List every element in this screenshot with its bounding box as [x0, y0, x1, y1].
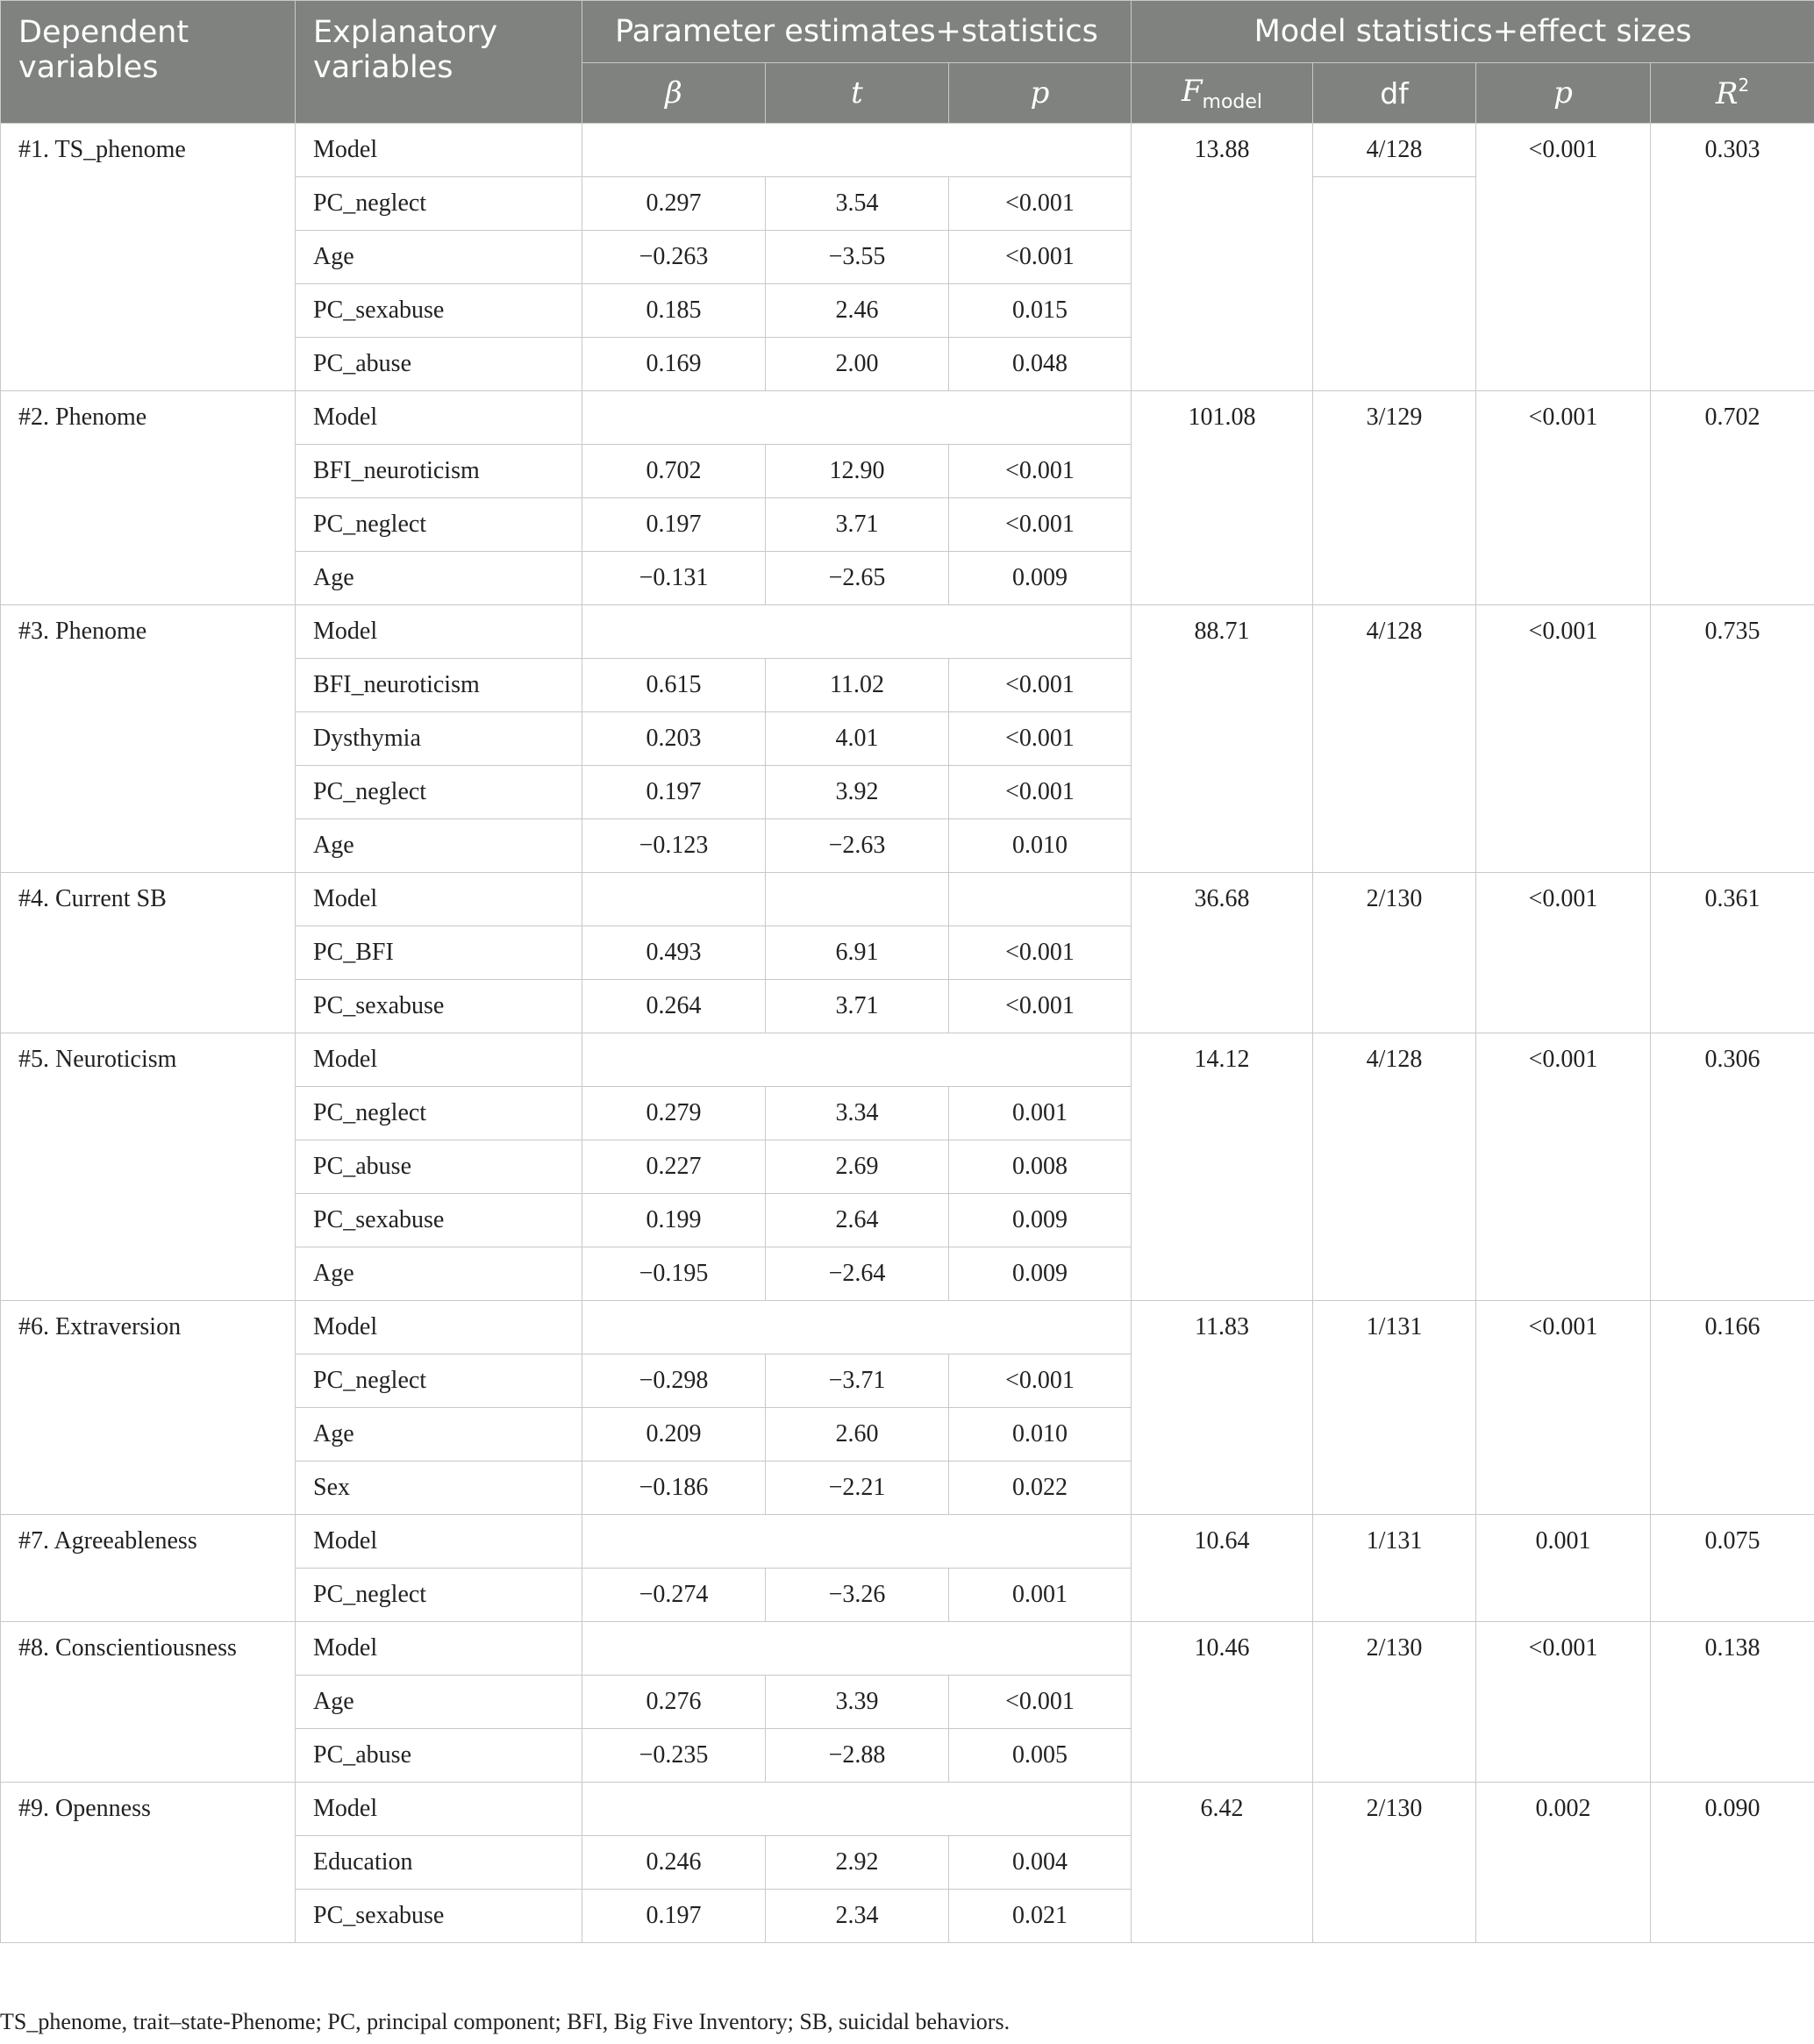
model-p-cell: <0.001 — [1476, 1301, 1651, 1515]
p-cell: 0.021 — [949, 1890, 1132, 1943]
explanatory-variable: Model — [296, 391, 582, 445]
df-cell: 2/130 — [1313, 1783, 1476, 1943]
explanatory-variable: PC_abuse — [296, 338, 582, 391]
r-squared-cell: 0.306 — [1651, 1033, 1814, 1301]
table-row — [1, 1033, 1814, 1087]
explanatory-variable: Model — [296, 1622, 582, 1676]
beta-cell: 0.702 — [582, 445, 766, 498]
t-cell: −2.65 — [766, 552, 949, 605]
table-row — [1, 124, 1814, 177]
p-cell: <0.001 — [949, 445, 1132, 498]
table-row — [1, 1783, 1814, 1836]
explanatory-variable: PC_sexabuse — [296, 1194, 582, 1247]
explanatory-variable: Model — [296, 1301, 582, 1354]
r-squared-cell: 0.166 — [1651, 1301, 1814, 1515]
p-cell: 0.004 — [949, 1836, 1132, 1890]
p-cell: 0.015 — [949, 284, 1132, 338]
f-model-cell: 88.71 — [1132, 605, 1313, 873]
f-model-cell: 11.83 — [1132, 1301, 1313, 1515]
p-cell: 0.008 — [949, 1140, 1132, 1194]
dependent-variable: #2. Phenome — [1, 391, 296, 605]
r-squared-cell: 0.075 — [1651, 1515, 1814, 1622]
t-cell: 2.46 — [766, 284, 949, 338]
model-params-empty — [582, 1783, 1132, 1836]
p-cell: <0.001 — [949, 980, 1132, 1033]
p-cell: <0.001 — [949, 712, 1132, 766]
t-cell: 3.71 — [766, 980, 949, 1033]
beta-cell: −0.131 — [582, 552, 766, 605]
t-cell: −2.64 — [766, 1247, 949, 1301]
explanatory-variable: PC_neglect — [296, 1354, 582, 1408]
t-cell: 3.39 — [766, 1676, 949, 1729]
p-cell: <0.001 — [949, 659, 1132, 712]
p-cell: 0.009 — [949, 1194, 1132, 1247]
beta-cell: 0.199 — [582, 1194, 766, 1247]
p-cell: 0.001 — [949, 1569, 1132, 1622]
p-cell: <0.001 — [949, 1354, 1132, 1408]
t-cell: −3.26 — [766, 1569, 949, 1622]
beta-cell — [582, 873, 766, 926]
p-cell: 0.010 — [949, 1408, 1132, 1462]
dependent-variable: #1. TS_phenome — [1, 124, 296, 391]
model-p-cell: 0.002 — [1476, 1783, 1651, 1943]
explanatory-variable: Age — [296, 1247, 582, 1301]
table-row — [1, 1622, 1814, 1676]
explanatory-variable: PC_sexabuse — [296, 1890, 582, 1943]
df-cell: 1/131 — [1313, 1301, 1476, 1515]
explanatory-variable: PC_neglect — [296, 177, 582, 231]
header-explanatory-variables: Explanatory variables — [296, 1, 582, 124]
beta-cell: 0.615 — [582, 659, 766, 712]
model-p-cell: <0.001 — [1476, 605, 1651, 873]
p-cell: <0.001 — [949, 766, 1132, 819]
beta-cell: 0.209 — [582, 1408, 766, 1462]
f-model-cell: 13.88 — [1132, 124, 1313, 391]
t-cell — [766, 873, 949, 926]
explanatory-variable: Age — [296, 1676, 582, 1729]
dependent-variable: #9. Openness — [1, 1783, 296, 1943]
table-header — [1, 1, 1814, 124]
r-squared-cell: 0.090 — [1651, 1783, 1814, 1943]
explanatory-variable: Age — [296, 231, 582, 284]
p-cell: 0.022 — [949, 1462, 1132, 1515]
beta-cell: −0.123 — [582, 819, 766, 873]
r-squared-cell: 0.303 — [1651, 124, 1814, 391]
explanatory-variable: Model — [296, 1783, 582, 1836]
df-cell: 4/128 — [1313, 124, 1476, 177]
t-cell: 11.02 — [766, 659, 949, 712]
beta-cell: 0.493 — [582, 926, 766, 980]
p-cell: 0.005 — [949, 1729, 1132, 1783]
table-row — [1, 1515, 1814, 1569]
table-row — [1, 605, 1814, 659]
model-p-cell: <0.001 — [1476, 1033, 1651, 1301]
df-cell: 3/129 — [1313, 391, 1476, 605]
t-cell: 2.34 — [766, 1890, 949, 1943]
explanatory-variable: PC_neglect — [296, 498, 582, 552]
explanatory-variable: PC_sexabuse — [296, 980, 582, 1033]
explanatory-variable: Age — [296, 1408, 582, 1462]
model-p-cell: <0.001 — [1476, 391, 1651, 605]
beta-cell: −0.235 — [582, 1729, 766, 1783]
r-squared-cell: 0.735 — [1651, 605, 1814, 873]
beta-cell: −0.195 — [582, 1247, 766, 1301]
dependent-variable: #5. Neuroticism — [1, 1033, 296, 1301]
beta-cell: 0.246 — [582, 1836, 766, 1890]
beta-cell: 0.197 — [582, 766, 766, 819]
beta-cell: 0.197 — [582, 498, 766, 552]
t-cell: 2.64 — [766, 1194, 949, 1247]
df-cell: 4/128 — [1313, 1033, 1476, 1301]
explanatory-variable: PC_sexabuse — [296, 284, 582, 338]
t-cell: −2.63 — [766, 819, 949, 873]
header-r-squared: $R^2$ — [1651, 63, 1814, 124]
f-model-cell: 36.68 — [1132, 873, 1313, 1033]
t-cell: 3.34 — [766, 1087, 949, 1140]
t-cell: 3.71 — [766, 498, 949, 552]
dependent-variable: #4. Current SB — [1, 873, 296, 1033]
model-p-cell: <0.001 — [1476, 124, 1651, 391]
t-cell: 4.01 — [766, 712, 949, 766]
model-p-cell: <0.001 — [1476, 873, 1651, 1033]
beta-cell: 0.264 — [582, 980, 766, 1033]
p-cell: 0.009 — [949, 552, 1132, 605]
explanatory-variable: Age — [296, 552, 582, 605]
table-body — [1, 124, 1814, 1943]
f-model-cell: 6.42 — [1132, 1783, 1313, 1943]
df-cell: 4/128 — [1313, 605, 1476, 873]
dependent-variable: #7. Agreeableness — [1, 1515, 296, 1622]
header-f-model: $F_{model}$ — [1132, 63, 1313, 124]
r-squared-cell: 0.361 — [1651, 873, 1814, 1033]
table-row — [1, 391, 1814, 445]
t-cell: −2.21 — [766, 1462, 949, 1515]
p-cell — [949, 873, 1132, 926]
explanatory-variable: BFI_neuroticism — [296, 659, 582, 712]
explanatory-variable: PC_abuse — [296, 1140, 582, 1194]
header-parameter-estimates: Parameter estimates+statistics — [582, 1, 1132, 63]
p-cell: 0.001 — [949, 1087, 1132, 1140]
t-cell: 12.90 — [766, 445, 949, 498]
model-params-empty — [582, 124, 1132, 177]
beta-cell: 0.227 — [582, 1140, 766, 1194]
df-empty-cell — [1313, 177, 1476, 391]
explanatory-variable: PC_abuse — [296, 1729, 582, 1783]
explanatory-variable: Model — [296, 1515, 582, 1569]
f-model-cell: 101.08 — [1132, 391, 1313, 605]
header-dependent-variables: Dependent variables — [1, 1, 296, 124]
dependent-variable: #8. Conscientiousness — [1, 1622, 296, 1783]
t-cell: 6.91 — [766, 926, 949, 980]
beta-cell: 0.185 — [582, 284, 766, 338]
df-cell: 2/130 — [1313, 1622, 1476, 1783]
header-t: t — [766, 63, 949, 124]
explanatory-variable: Sex — [296, 1462, 582, 1515]
model-params-empty — [582, 1515, 1132, 1569]
beta-cell: 0.169 — [582, 338, 766, 391]
explanatory-variable: Model — [296, 873, 582, 926]
r-squared-cell: 0.702 — [1651, 391, 1814, 605]
r-squared-cell: 0.138 — [1651, 1622, 1814, 1783]
df-cell: 1/131 — [1313, 1515, 1476, 1622]
header-beta: β — [582, 63, 766, 124]
p-cell: 0.009 — [949, 1247, 1132, 1301]
model-params-empty — [582, 391, 1132, 445]
f-model-cell: 10.46 — [1132, 1622, 1313, 1783]
dependent-variable: #6. Extraversion — [1, 1301, 296, 1515]
model-params-empty — [582, 605, 1132, 659]
model-params-empty — [582, 1301, 1132, 1354]
beta-cell: 0.203 — [582, 712, 766, 766]
beta-cell: 0.197 — [582, 1890, 766, 1943]
model-params-empty — [582, 1033, 1132, 1087]
beta-cell: −0.263 — [582, 231, 766, 284]
t-cell: 3.54 — [766, 177, 949, 231]
table-footnote: TS_phenome, trait–state-Phenome; PC, principal component; BFI, Big Five Inventory; SB, suicidal behaviors. — [0, 2009, 1011, 2034]
table-row — [1, 873, 1814, 926]
t-cell: −3.71 — [766, 1354, 949, 1408]
beta-cell: 0.279 — [582, 1087, 766, 1140]
f-model-cell: 10.64 — [1132, 1515, 1313, 1622]
df-cell: 2/130 — [1313, 873, 1476, 1033]
explanatory-variable: PC_BFI — [296, 926, 582, 980]
explanatory-variable: PC_neglect — [296, 1569, 582, 1622]
beta-cell: −0.298 — [582, 1354, 766, 1408]
explanatory-variable: Model — [296, 1033, 582, 1087]
explanatory-variable: Age — [296, 819, 582, 873]
p-cell: <0.001 — [949, 1676, 1132, 1729]
model-p-cell: 0.001 — [1476, 1515, 1651, 1622]
beta-cell: 0.297 — [582, 177, 766, 231]
header-df: df — [1313, 63, 1476, 124]
p-cell: <0.001 — [949, 177, 1132, 231]
t-cell: −2.88 — [766, 1729, 949, 1783]
explanatory-variable: Education — [296, 1836, 582, 1890]
p-cell: <0.001 — [949, 498, 1132, 552]
table-row — [1, 1301, 1814, 1354]
beta-cell: 0.276 — [582, 1676, 766, 1729]
t-cell: 2.60 — [766, 1408, 949, 1462]
model-params-empty — [582, 1622, 1132, 1676]
t-cell: 2.69 — [766, 1140, 949, 1194]
explanatory-variable: Model — [296, 605, 582, 659]
t-cell: 2.00 — [766, 338, 949, 391]
beta-cell: −0.186 — [582, 1462, 766, 1515]
model-p-cell: <0.001 — [1476, 1622, 1651, 1783]
header-p: p — [949, 63, 1132, 124]
header-model-statistics: Model statistics+effect sizes — [1132, 1, 1814, 63]
explanatory-variable: PC_neglect — [296, 766, 582, 819]
p-cell: 0.010 — [949, 819, 1132, 873]
p-cell: <0.001 — [949, 926, 1132, 980]
t-cell: 2.92 — [766, 1836, 949, 1890]
explanatory-variable: Model — [296, 124, 582, 177]
t-cell: 3.92 — [766, 766, 949, 819]
dependent-variable: #3. Phenome — [1, 605, 296, 873]
p-cell: 0.048 — [949, 338, 1132, 391]
explanatory-variable: PC_neglect — [296, 1087, 582, 1140]
explanatory-variable: Dysthymia — [296, 712, 582, 766]
explanatory-variable: BFI_neuroticism — [296, 445, 582, 498]
p-cell: <0.001 — [949, 231, 1132, 284]
f-model-cell: 14.12 — [1132, 1033, 1313, 1301]
header-model-p: p — [1476, 63, 1651, 124]
t-cell: −3.55 — [766, 231, 949, 284]
beta-cell: −0.274 — [582, 1569, 766, 1622]
